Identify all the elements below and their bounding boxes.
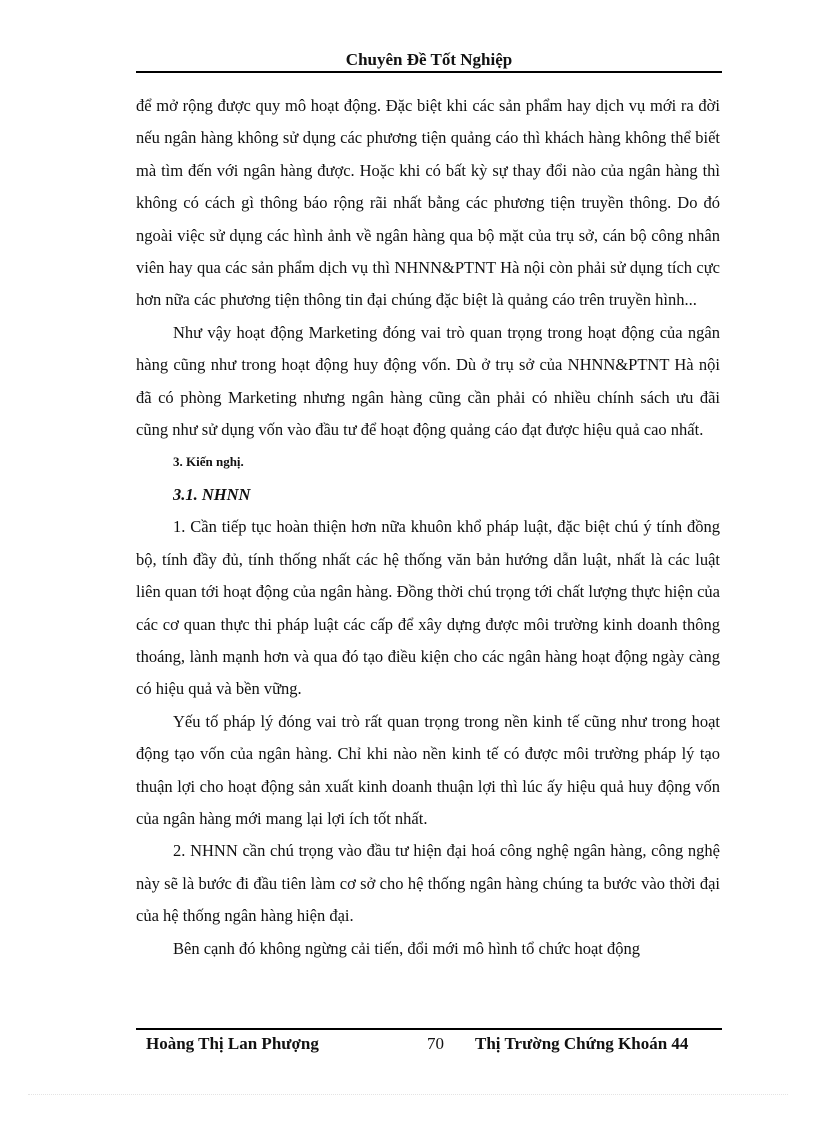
footer-author: Hoàng Thị Lan Phượng	[146, 1034, 319, 1053]
paragraph-legal-framework: 1. Cần tiếp tục hoàn thiện hơn nữa khuôn khổ pháp luật, đặc biệt chú ý tính đồng bộ, tính đầy đủ, tính thống nhất các hệ thống văn bản hướng dẫn luật, nhất là các luật liên quan tới hoạt động của ngân hàng. Đồng thời chú trọng tới chất lượng thực hiện của các cơ quan thực thi pháp luật các cấp để xây dựng được môi trường kinh doanh thông thoáng, lành mạnh hơn và qua đó tạo điều kiện cho các ngân hàng hoạt động ngày càng có hiệu quả và bền vững.	[136, 517, 720, 699]
paragraph-organization: Bên cạnh đó không ngừng cải tiến, đổi mới mô hình tổ chức hoạt động	[173, 938, 640, 958]
header-divider	[136, 71, 722, 73]
footer-divider	[136, 1028, 722, 1030]
page-header-title: Chuyên Đề Tốt Nghiệp	[345, 50, 513, 69]
document-body	[136, 90, 720, 965]
paragraph-legal-factor: Yếu tố pháp lý đóng vai trò rất quan trọng trong nền kinh tế cũng như trong hoạt động tạo vốn của ngân hàng. Chỉ khi nào nền kinh tế có được môi trường pháp lý tạo thuận lợi cho hoạt động sản xuất kinh doanh thuận lợi thì lúc ấy hiệu quả huy động vốn của ngân hàng mới mang lại lợi ích tốt nhất.	[136, 711, 720, 828]
paragraph-continuation: để mở rộng được quy mô hoạt động. Đặc biệt khi các sản phẩm hay dịch vụ mới ra đời nếu ngân hàng không sử dụng các phương tiện quảng cáo thì khách hàng không thể biết mà tìm đến với ngân hàng được. Hoặc khi có bất kỳ sự thay đổi nào của ngân hàng thì không có cách gì thông báo rộng rãi nhất bằng các phương tiện truyền thông. Do đó ngoài việc sử dụng các hình ảnh về ngân hàng qua bộ mặt của trụ sở, cán bộ công nhân viên hay qua các sản phẩm dịch vụ thì NHNN&PTNT Hà nội còn phải sử dụng tích cực hơn nữa các phương tiện thông tin đại chúng đặc biệt là quảng cáo trên truyền hình...	[136, 96, 720, 310]
paragraph-marketing-role: Như vậy hoạt động Marketing đóng vai trò quan trọng trong hoạt động của ngân hàng cũng như trong hoạt động huy động vốn. Dù ở trụ sở của NHNN&PTNT Hà nội đã có phòng Marketing nhưng ngân hàng cũng cần phải có nhiều chính sách ưu đãi cũng như sử dụng vốn vào đầu tư để hoạt động quảng cáo đạt được hiệu quả cao nhất.	[136, 322, 720, 440]
page-number: 70	[427, 1034, 444, 1053]
page-bottom-dotted-line	[28, 1094, 788, 1095]
footer-course-title: Thị Trường Chứng Khoán 44	[475, 1034, 689, 1053]
paragraph-technology: 2. NHNN cần chú trọng vào đầu tư hiện đại hoá công nghệ ngân hàng, công nghệ này sẽ là bước đi đầu tiên làm cơ sở cho hệ thống ngân hàng chúng ta bước vào thời đại của hệ thống ngân hàng hiện đại.	[136, 841, 720, 926]
section-heading-recommendations: 3. Kiến nghị.	[173, 454, 244, 470]
subsection-heading-nhnn: 3.1. NHNN	[173, 484, 251, 504]
